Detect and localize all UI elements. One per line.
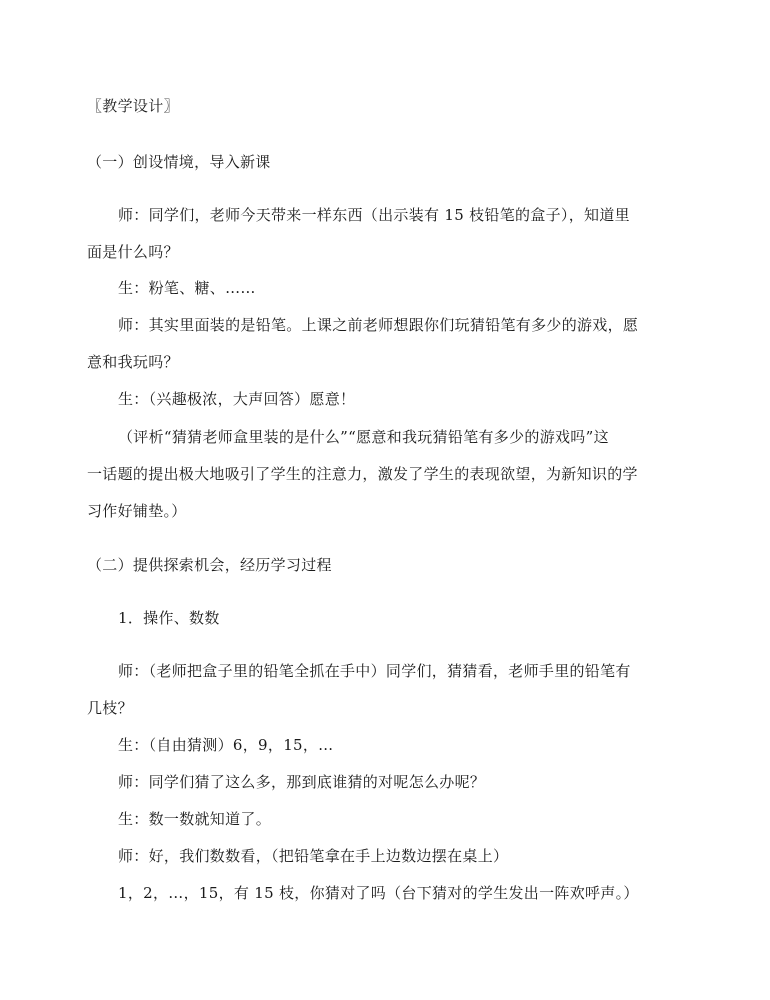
paragraph-line: 生：（自由猜测）6，9，15，… [118,736,334,754]
paragraph-line: 师：好，我们数数看，（把铅笔拿在手上边数边摆在桌上） [118,847,509,865]
paragraph-line: 1，2，…，15，有 15 枝，你猜对了吗（台下猜对的学生发出一阵欢呼声。） [118,884,639,902]
commentary-line: （评析“猜猜老师盒里装的是什么”“愿意和我玩猜铅笔有多少的游戏吗”这 [118,428,609,446]
section-title: （二）提供探索机会，经历学习过程 [87,556,332,574]
commentary-line: 习作好铺垫。） [87,502,187,520]
document-heading: 〖教学设计〗 [87,97,179,115]
section-title: （一）创设情境，导入新课 [87,153,271,171]
paragraph-line: 几枝？ [87,699,133,717]
paragraph-line: 意和我玩吗？ [87,353,179,371]
paragraph-line: 生：粉笔、糖、…… [118,279,256,297]
paragraph-line: 生：数一数就知道了。 [118,810,272,828]
paragraph-line: 师：同学们，老师今天带来一样东西（出示装有 15 枝铅笔的盒子），知道里 [118,206,630,224]
paragraph-line: 师：（老师把盒子里的铅笔全抓在手中）同学们，猜猜看，老师手里的铅笔有 [118,662,631,680]
paragraph-line: 师：其实里面装的是铅笔。上课之前老师想跟你们玩猜铅笔有多少的游戏，愿 [118,316,639,334]
paragraph-line: 面是什么吗？ [87,243,179,261]
paragraph-line: 师：同学们猜了这么多，那到底谁猜的对呢怎么办呢？ [118,773,486,791]
subsection-title: 1．操作、数数 [118,609,220,627]
commentary-line: 一话题的提出极大地吸引了学生的注意力，激发了学生的表现欲望，为新知识的学 [87,465,638,483]
paragraph-line: 生：（兴趣极浓，大声回答）愿意！ [118,390,356,408]
